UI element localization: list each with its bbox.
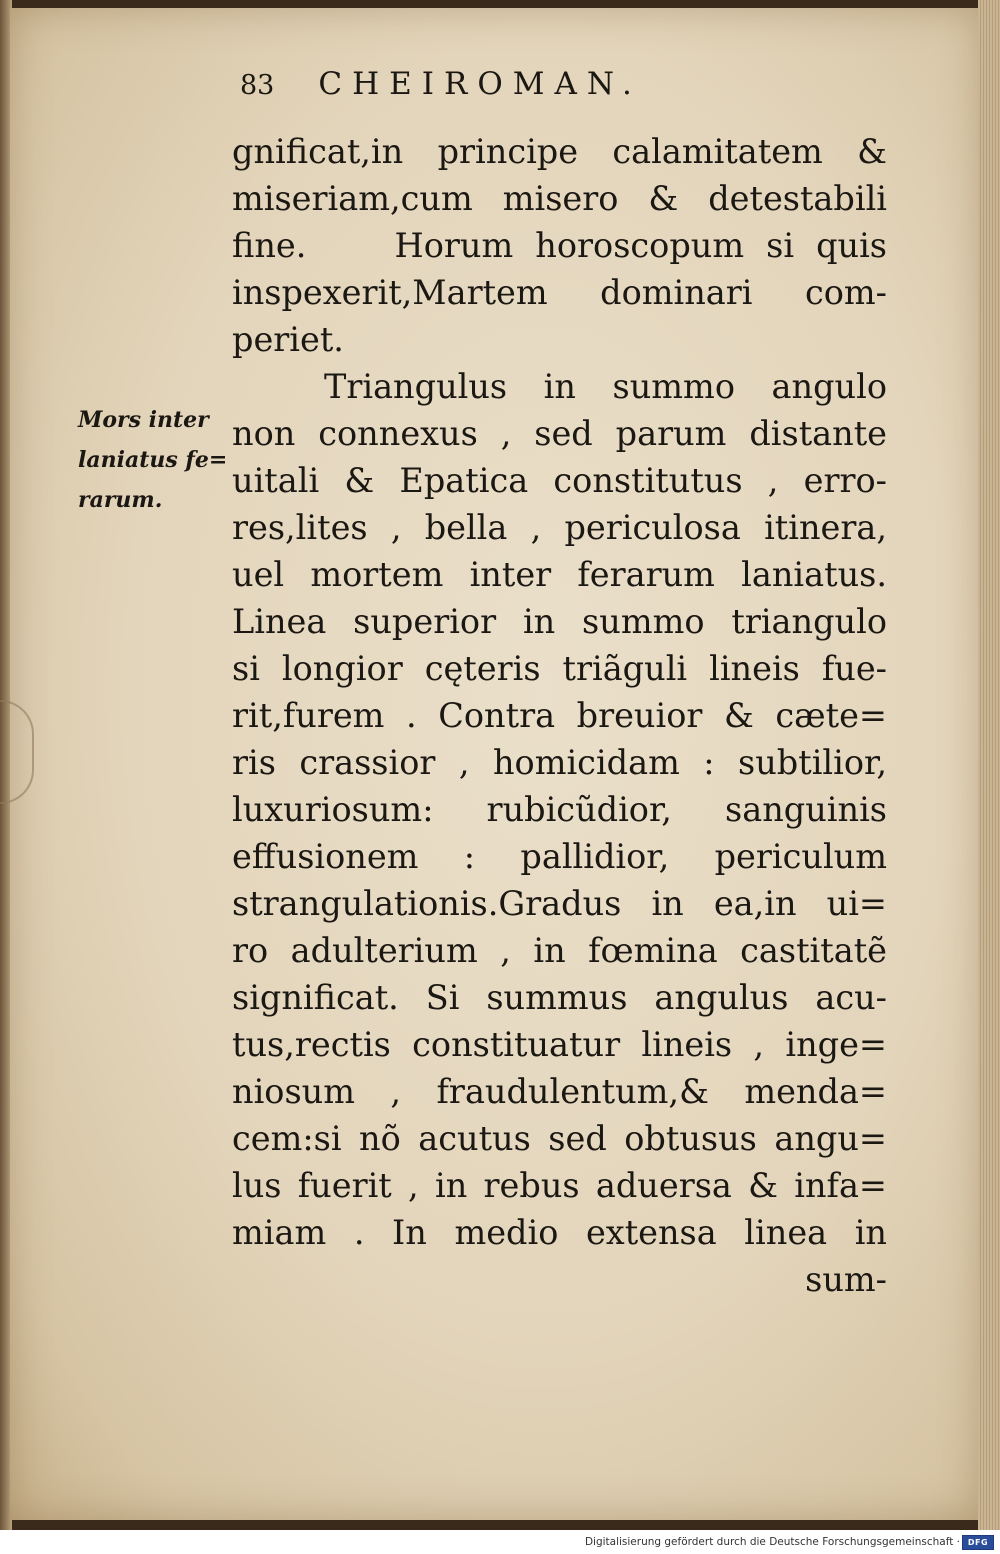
- text-line: inspexerit,Martem dominari com-: [232, 273, 887, 312]
- text-line: cem:si nõ acutus sed obtusus angu=: [232, 1119, 887, 1158]
- text-line: uitali & Epatica constitutus , erro-: [232, 461, 887, 500]
- catchword: sum-: [805, 1260, 887, 1299]
- running-title: CHEIROMAN.: [318, 66, 642, 102]
- page-number: 83: [240, 70, 275, 101]
- text-line: uel mortem inter ferarum laniatus.: [232, 555, 887, 594]
- text-line: Triangulus in summo angulo: [324, 367, 887, 406]
- marginal-note-line: rarum.: [78, 487, 163, 513]
- text-line: ris crassior , homicidam : subtilior,: [232, 743, 887, 782]
- digitization-footer: [0, 1530, 1000, 1554]
- dfg-logo: DFG: [962, 1535, 994, 1550]
- text-line: tus,rectis constituatur lineis , inge=: [232, 1025, 887, 1064]
- marginal-note-line: laniatus fe=: [78, 447, 228, 473]
- text-line: effusionem : pallidior, periculum: [232, 837, 887, 876]
- text-line: res,lites , bella , periculosa itinera,: [232, 508, 887, 547]
- text-line: Linea superior in summo triangulo: [232, 602, 887, 641]
- text-line: si longior cęteris triãguli lineis fue-: [232, 649, 887, 688]
- text-line: periet.: [232, 320, 344, 359]
- text-line: lus fuerit , in rebus aduersa & infa=: [232, 1166, 887, 1205]
- page-header: [240, 66, 740, 102]
- text-line: significat. Si summus angulus acu-: [232, 978, 887, 1017]
- text-line: miam . In medio extensa linea in: [232, 1213, 887, 1252]
- marginal-note-line: Mors inter: [78, 407, 209, 433]
- text-line: rit,furem . Contra breuior & cæte=: [232, 696, 887, 735]
- text-line: gnificat,in principe calamitatem &: [232, 132, 887, 171]
- funding-credit: Digitalisierung gefördert durch die Deutsche Forschungsgemeinschaft ·: [584, 1536, 960, 1548]
- text-line: miseriam,cum misero & detestabili: [232, 179, 887, 218]
- text-line: fine. Horum horoscopum si quis: [232, 226, 887, 265]
- text-line: non connexus , sed parum distante: [232, 414, 887, 453]
- marginal-note: [78, 400, 228, 520]
- page-edges: [978, 0, 1000, 1530]
- body-text: [232, 128, 887, 1303]
- text-line: luxuriosum: rubicũdior, sanguinis: [232, 790, 887, 829]
- text-line: niosum , fraudulentum,& menda=: [232, 1072, 887, 1111]
- text-line: ro adulterium , in fœmina castitatẽ: [232, 931, 887, 970]
- text-line: strangulationis.Gradus in ea,in ui=: [232, 884, 887, 923]
